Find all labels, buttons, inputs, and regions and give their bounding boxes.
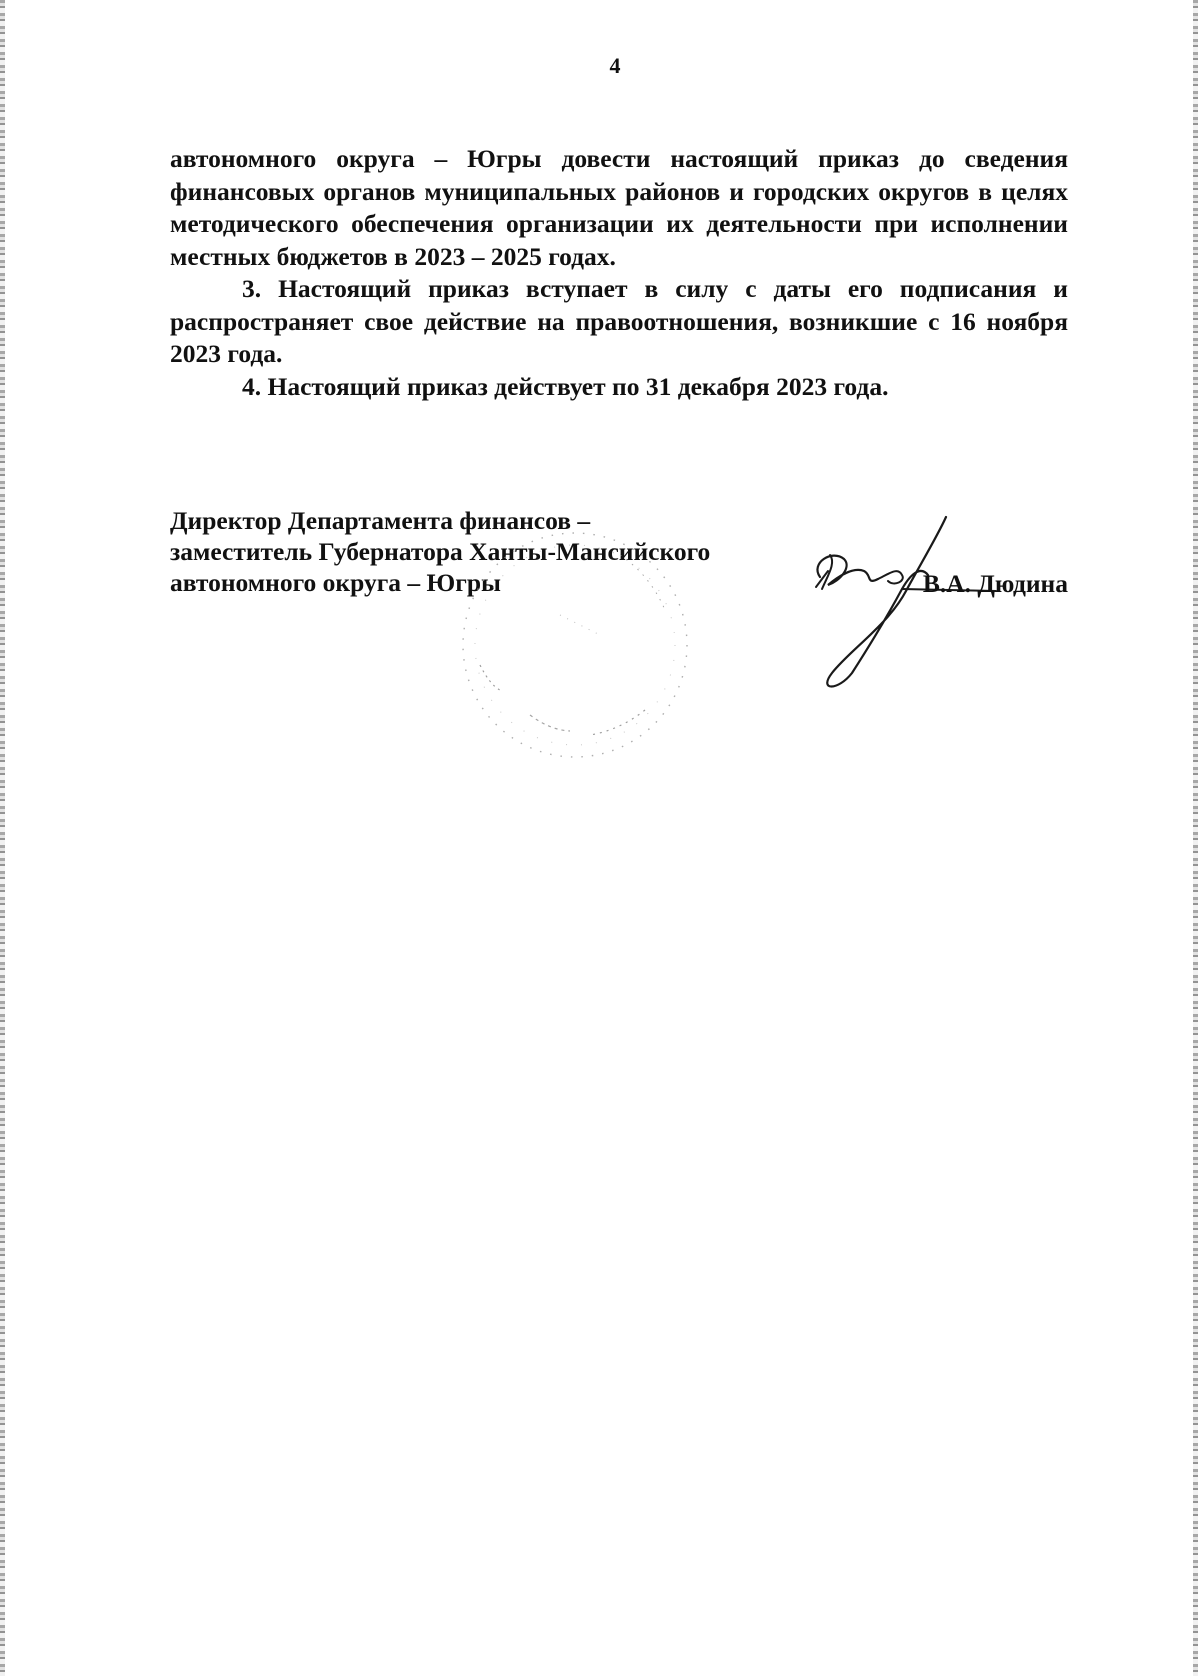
signature-block [170, 505, 1068, 765]
document-body [170, 143, 1068, 403]
signatory-name: В.А. Дюдина [922, 569, 1068, 598]
paragraph-continuation: автономного округа – Югры довести настоящий приказ до сведения финансовых органов муниципальных районов и городских округов в целях методического обеспечения организации их деятельности при исполнении местных бюджетов в 2023 – 2025 годах. [170, 144, 1068, 271]
scan-edge-left [0, 0, 5, 1676]
signatory-title-line: заместитель Губернатора Ханты-Мансийского [170, 537, 711, 566]
scan-edge-right [1193, 0, 1198, 1676]
signatory-title-line: автономного округа – Югры [170, 568, 501, 597]
handwritten-signature [770, 515, 1060, 695]
page-number: 4 [609, 53, 621, 78]
signatory-title-line: Директор Департамента финансов – [170, 506, 591, 535]
paragraph-3: 3. Настоящий приказ вступает в силу с даты его подписания и распространяет свое действие на правоотношения, возникшие с 16 ноября 2023 года. [170, 274, 1068, 368]
paragraph-4: 4. Настоящий приказ действует по 31 декабря 2023 года. [242, 371, 889, 401]
faded-stamp [440, 515, 710, 775]
